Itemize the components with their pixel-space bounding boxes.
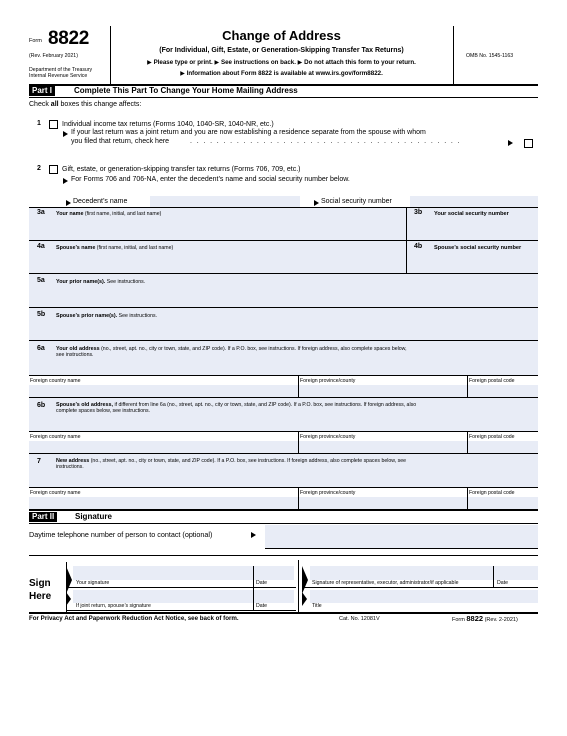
check-all-pre: Check xyxy=(29,101,51,108)
foreign-postal-field-7[interactable] xyxy=(468,497,538,509)
line2-sub-text: For Forms 706 and 706-NA, enter the decedent’s name and social security number below. xyxy=(71,176,350,183)
line6b-label-cont: complete spaces below, see instructions. xyxy=(56,408,150,414)
foreign-postal-label: Foreign postal code xyxy=(469,434,515,440)
your-signature-label: Your signature xyxy=(76,580,110,586)
line6a-label-rest: (no., street, apt. no., city or town, state, and ZIP code). If a P.O. box, see instructions. If foreign address, also complete spaces below, xyxy=(99,346,407,352)
line3b-number: 3b xyxy=(414,209,423,216)
signature-line xyxy=(302,587,538,588)
line7-label-bold: New address xyxy=(56,458,90,464)
line4b-number: 4b xyxy=(414,243,423,250)
phone-label: Daytime telephone number of person to contact (optional) xyxy=(29,530,213,539)
header-divider-right xyxy=(453,26,454,84)
arrow-right-icon xyxy=(508,140,513,146)
spouse-signature-date-field[interactable] xyxy=(254,590,294,603)
part1-rule xyxy=(29,97,538,98)
line1-leader-dots: . . . . . . . . . . . . . . . . . . . . . . . . . . . . . . . . . . . . . . . . . xyxy=(190,138,461,145)
date-label: Date xyxy=(497,580,508,586)
arrow-right-icon xyxy=(63,178,68,184)
check-all-bold: all xyxy=(50,101,59,108)
arrow-right-icon xyxy=(66,200,71,206)
line5a-label-rest: See instructions. xyxy=(105,279,146,285)
foreign-country-label: Foreign country name xyxy=(30,434,81,440)
part2-rule xyxy=(29,523,538,524)
line6a-label xyxy=(56,346,407,352)
part2-tag: Part II xyxy=(29,512,57,522)
line1-joint-text: If your last return was a joint return and you are now establishing a residence separate from the spouse with whom xyxy=(71,129,426,136)
line4a-number: 4a xyxy=(37,243,45,250)
privacy-notice: For Privacy Act and Paperwork Reduction Act Notice, see back of form. xyxy=(29,615,239,622)
line3a-number: 3a xyxy=(37,209,45,216)
foreign-country-label: Foreign country name xyxy=(30,378,81,384)
line5b-label-rest: See instructions. xyxy=(117,313,158,319)
date-label: Date xyxy=(256,580,267,586)
line5a-label-bold: Your prior name(s). xyxy=(56,279,106,285)
revision-date: (Rev. February 2021) xyxy=(29,53,78,59)
foreign-province-label: Foreign province/county xyxy=(300,378,356,384)
spouse-signature-label: If joint return, spouse’s signature xyxy=(76,603,151,609)
form-word: Form xyxy=(29,38,42,44)
line2-checkbox[interactable] xyxy=(49,165,58,174)
line5b-number: 5b xyxy=(37,311,46,318)
line1-checkbox[interactable] xyxy=(49,120,58,129)
arrow-right-icon: ▶ xyxy=(214,59,220,66)
catalog-number: Cat. No. 12081V xyxy=(339,616,380,622)
line4a-label xyxy=(56,245,173,251)
foreign-province-field-7[interactable] xyxy=(299,497,467,509)
col-divider xyxy=(467,487,468,509)
line6b-number: 6b xyxy=(37,402,46,409)
line4b-label: Spouse’s social security number xyxy=(434,245,522,251)
phone-field[interactable] xyxy=(265,525,538,548)
instruction-do-not-attach: Do not attach this form to your return. xyxy=(304,59,416,66)
footer-rev: (Rev. 2-2021) xyxy=(484,617,518,623)
arrow-right-icon xyxy=(66,592,71,606)
title-label: Title xyxy=(312,603,322,609)
form-instructions-line1 xyxy=(110,59,453,66)
omb-number: OMB No. 1545-1163 xyxy=(466,53,514,59)
footer-form-word: Form xyxy=(452,617,465,623)
sign-divider-right xyxy=(298,560,299,612)
line6a-label-bold: Your old address xyxy=(56,346,100,352)
form-instructions-line2 xyxy=(110,70,453,77)
foreign-postal-field-6a[interactable] xyxy=(468,385,538,397)
line4a-label-bold: Spouse’s name xyxy=(56,245,96,251)
col-divider xyxy=(298,375,299,397)
foreign-postal-field-6b[interactable] xyxy=(468,441,538,453)
here-label: Here xyxy=(29,591,52,602)
arrow-right-icon xyxy=(251,532,256,538)
line6b-label-rest: if different from line 6a (no., street, apt. no., city or town, state, and ZIP code). If a P.O. box, see instructions. If foreign address, also xyxy=(113,402,417,408)
foreign-postal-label: Foreign postal code xyxy=(469,490,515,496)
instruction-type-print: Please type or print. xyxy=(153,59,213,66)
line5a-number: 5a xyxy=(37,277,45,284)
line7-number: 7 xyxy=(37,458,41,465)
foreign-province-label: Foreign province/county xyxy=(300,490,356,496)
part1-tag: Part I xyxy=(29,86,55,96)
line3b-label: Your social security number xyxy=(434,211,509,217)
line3a-label-bold: Your name xyxy=(56,211,84,217)
foreign-province-label: Foreign province/county xyxy=(300,434,356,440)
representative-signature-label: Signature of representative, executor, administrator/if applicable xyxy=(312,580,459,586)
agency-line: Internal Revenue Service xyxy=(29,73,88,79)
check-all-post: boxes this change affects: xyxy=(58,101,142,108)
row-rule xyxy=(29,487,538,488)
date-label: Date xyxy=(256,603,267,609)
footer-form-number: 8822 xyxy=(466,614,484,623)
foreign-country-field-6a[interactable] xyxy=(29,385,298,397)
line6a-number: 6a xyxy=(37,345,45,352)
ssn-label: Social security number xyxy=(321,198,392,205)
line7-label-rest: (no., street, apt. no., city or town, state, and ZIP code). If a P.O. box, see instructions. If foreign address, also complete spaces below, see xyxy=(89,458,406,464)
representative-signature-field[interactable] xyxy=(310,566,538,580)
line6b-label-bold: Spouse’s old address, xyxy=(56,402,114,408)
footer-form-id xyxy=(452,614,518,623)
col-divider xyxy=(467,375,468,397)
form-number: 8822 xyxy=(48,28,90,49)
line1-joint-checkbox[interactable] xyxy=(524,139,533,148)
foreign-province-field-6b[interactable] xyxy=(299,441,467,453)
foreign-country-field-6b[interactable] xyxy=(29,441,298,453)
line3a-label xyxy=(56,211,161,217)
foreign-postal-label: Foreign postal code xyxy=(469,378,515,384)
col-divider xyxy=(298,487,299,509)
line2-text: Gift, estate, or generation-skipping transfer tax returns (Forms 706, 709, etc.) xyxy=(62,166,301,173)
sign-arrow-icon xyxy=(302,566,308,594)
row-rule xyxy=(29,555,538,556)
instruction-info-url: Information about Form 8822 is available at www.irs.gov/form8822. xyxy=(186,70,383,77)
decedent-name-label: Decedent’s name xyxy=(73,198,128,205)
instruction-see-back: See instructions on back. xyxy=(220,59,296,66)
arrow-right-icon xyxy=(314,200,319,206)
line6a-label-cont: see instructions. xyxy=(56,352,94,358)
arrow-right-icon xyxy=(63,131,68,137)
your-signature-date-field[interactable] xyxy=(254,566,294,580)
sign-label: Sign xyxy=(29,578,51,589)
phone-underline xyxy=(265,548,538,549)
line5b-label xyxy=(56,313,157,319)
form-title: Change of Address xyxy=(222,28,341,43)
foreign-province-field-6a[interactable] xyxy=(299,385,467,397)
signature-line xyxy=(66,587,296,588)
foreign-country-field-7[interactable] xyxy=(29,497,298,509)
line1-text: Individual income tax returns (Forms 1040, 1040-SR, 1040-NR, etc.) xyxy=(62,121,274,128)
line5b-label-bold: Spouse’s prior name(s). xyxy=(56,313,118,319)
arrow-right-icon: ▶ xyxy=(297,59,303,66)
col-divider xyxy=(298,431,299,453)
your-signature-field[interactable] xyxy=(73,566,253,580)
form-subtitle: (For Individual, Gift, Estate, or Generation-Skipping Transfer Tax Returns) xyxy=(159,47,404,54)
decedent-name-field[interactable] xyxy=(150,196,300,207)
arrow-right-icon xyxy=(302,592,307,606)
line7-label xyxy=(56,458,406,464)
section-rule xyxy=(29,509,538,511)
check-all-instruction xyxy=(29,101,141,108)
line7-label-cont: instructions. xyxy=(56,464,84,470)
line2-number: 2 xyxy=(37,165,41,172)
row-rule xyxy=(29,375,538,376)
signature-line xyxy=(66,610,296,611)
part2-title: Signature xyxy=(75,512,112,521)
line1-joint-text2: you filed that return, check here xyxy=(71,138,170,145)
col-divider xyxy=(467,431,468,453)
arrow-right-icon: ▶ xyxy=(147,59,152,66)
line1-number: 1 xyxy=(37,120,41,127)
row-rule xyxy=(29,431,538,432)
date-divider xyxy=(253,566,254,610)
line3a-label-rest: (first name, initial, and last name) xyxy=(83,211,162,217)
representative-title-field[interactable] xyxy=(310,590,538,603)
foreign-country-label: Foreign country name xyxy=(30,490,81,496)
arrow-right-icon: ▶ xyxy=(180,70,185,77)
line5a-label xyxy=(56,279,145,285)
decedent-ssn-field[interactable] xyxy=(410,196,538,207)
part1-title: Complete This Part To Change Your Home Mailing Address xyxy=(74,86,298,95)
date-divider xyxy=(493,566,494,587)
line4a-label-rest: (first name, initial, and last name) xyxy=(95,245,174,251)
department-line: Department of the Treasury xyxy=(29,67,93,73)
spouse-signature-field[interactable] xyxy=(73,590,253,603)
